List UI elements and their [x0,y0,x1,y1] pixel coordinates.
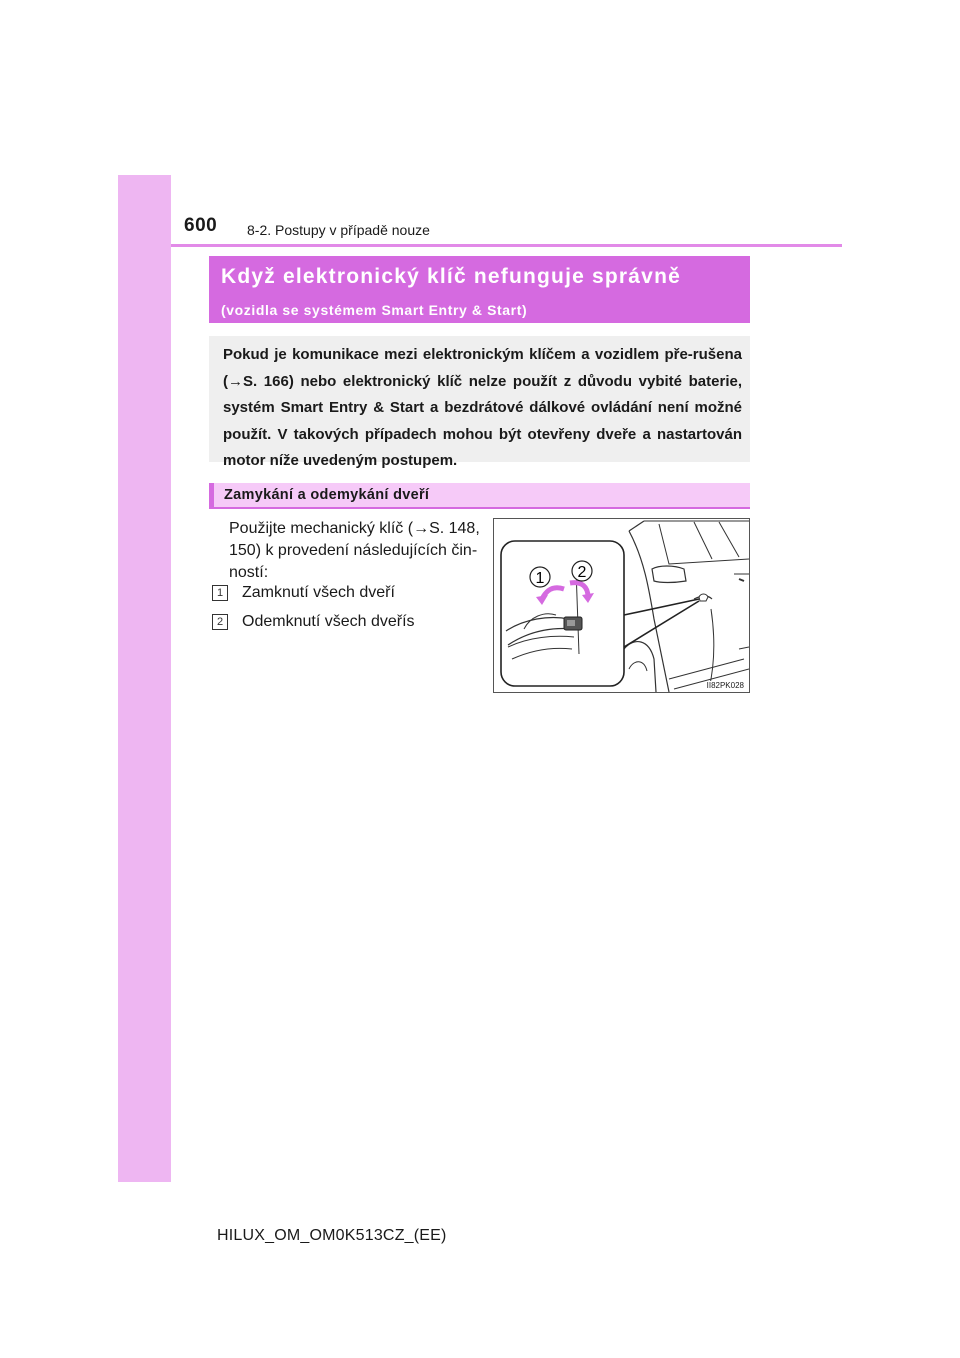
step-item-1 [212,582,395,604]
step-number: 1 [212,585,228,601]
footer-doc-id: HILUX_OM_OM0K513CZ_(EE) [217,1227,447,1244]
intro-box [209,336,750,469]
callout-2-label: 2 [577,564,587,581]
body-text: Použijte mechanický klíč (→S. 148, 150) k provedení následujících čin-ností: [229,520,480,581]
section-title-banner [209,256,750,323]
subsection-heading: Zamykání a odemykání dveří [209,483,750,509]
chapter-title: 8-2. Postupy v případě nouze [247,222,430,238]
step-number: 2 [212,614,228,630]
figure-code: II82PK028 [706,681,744,690]
step-text: Zamknutí všech dveří [242,584,395,601]
step-text: Odemknutí všech dveřís [242,613,415,630]
section-title: Když elektronický klíč nefunguje správně [221,265,681,288]
car-door-key-drawing [494,519,749,692]
section-subtitle: (vozidla se systémem Smart Entry & Start) [221,302,528,318]
page-number: 600 [184,215,218,236]
header-divider [171,244,842,247]
door-lock-illustration [493,518,750,693]
callout-1-label: 1 [535,570,545,587]
intro-text: Pokud je komunikace mezi elektronickým klíčem a vozidlem pře-rušena (→S. 166) nebo elektronický klíč nelze použít z důvodu vybité baterie, systém Smart Entry & Start a bezdrátové dálkové ovládání není možné použít. V takových případech mohou být otevřeny dveře a nastartován motor níže uvedeným postupem. [223,346,742,469]
step-item-2 [212,611,415,633]
chapter-sidebar-tab [118,175,171,1182]
